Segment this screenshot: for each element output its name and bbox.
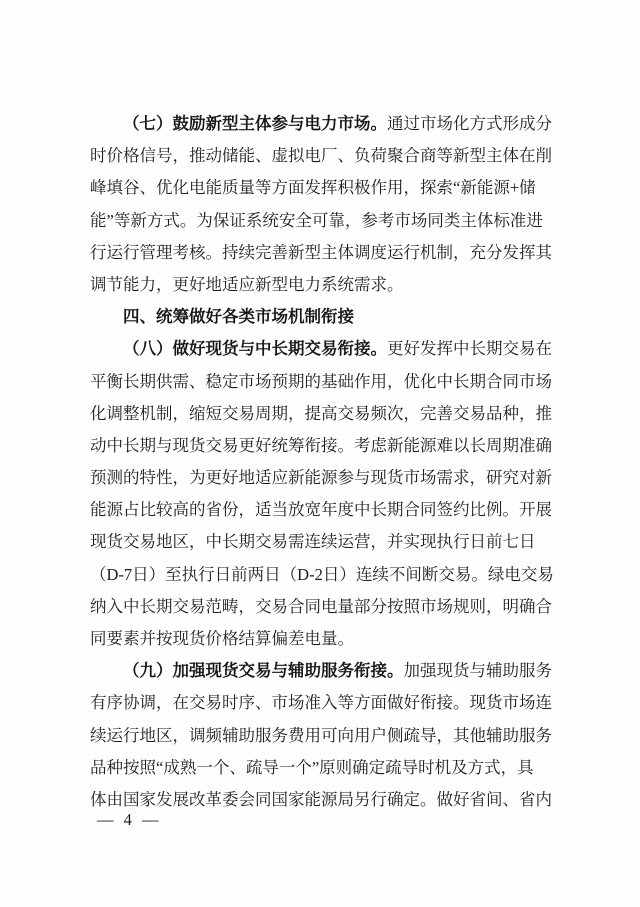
body-text: 纳入中长期交易范畴，交易合同电量部分按照市场规则，明确合: [90, 596, 552, 616]
body-text: 更好发挥中长期交易在: [387, 339, 552, 359]
text-line: [90, 559, 560, 591]
text-line: [90, 140, 560, 172]
text-line: [90, 462, 560, 494]
body-text: （D-7日）至执行日前两日（D-2日）连续不间断交易。绿电交易: [90, 564, 554, 584]
text-line: [90, 752, 560, 784]
text-line: [90, 333, 560, 365]
body-text: 峰填谷、优化电能质量等方面发挥积极作用，探索“新能源+储: [90, 178, 536, 198]
paragraph-lead-text: （七）鼓励新型主体参与电力市场。: [123, 114, 387, 133]
text-line: [90, 591, 560, 623]
text-line: [90, 687, 560, 719]
section-heading-text: 四、统筹做好各类市场机制衔接: [123, 308, 354, 327]
text-line: [90, 237, 560, 269]
body-text: 品种按照“成熟一个、疏导一个”原则确定疏导时机及方式，具: [90, 757, 534, 777]
text-line: [90, 172, 560, 204]
text-line: [90, 269, 560, 301]
text-line: [90, 623, 560, 655]
body-text: 预测的特性，为更好地适应新能源参与现货市场需求，研究对新: [90, 468, 552, 488]
text-line: [90, 494, 560, 526]
body-text: 化调整机制，缩短交易周期，提高交易频次，完善交易品种，推: [90, 403, 552, 423]
text-line: [90, 366, 560, 398]
page-number: — 4 —: [97, 810, 162, 829]
text-line: [90, 301, 560, 333]
text-line: [90, 108, 560, 140]
body-text: 能源占比较高的省份，适当放宽年度中长期合同签约比例。开展: [90, 500, 552, 520]
body-text: 调节能力，更好地适应新型电力系统需求。: [90, 274, 404, 294]
body-text: 体由国家发展改革委会同国家能源局另行确定。做好省间、省内: [90, 789, 552, 809]
paragraph-lead-text: （八）做好现货与中长期交易衔接。: [123, 339, 387, 359]
body-text: 能”等新方式。为保证系统安全可靠，参考市场同类主体标准进: [90, 210, 543, 230]
text-line: [90, 526, 560, 558]
text-line: [90, 430, 560, 462]
text-line: [90, 655, 560, 687]
body-text: 通过市场化方式形成分: [387, 114, 552, 133]
body-text: 续运行地区，调频辅助服务费用可向用户侧疏导，其他辅助服务: [90, 725, 552, 745]
text-block: [90, 108, 560, 816]
body-text: 加强现货与辅助服务: [403, 661, 552, 681]
body-text: 同要素并按现货价格结算偏差电量。: [90, 629, 354, 648]
paragraph-lead-text: （九）加强现货交易与辅助服务衔接。: [123, 661, 404, 681]
body-text: 动中长期与现货交易更好统筹衔接。考虑新能源难以长周期准确: [90, 435, 552, 455]
body-text: 有序协调，在交易时序、市场准入等方面做好衔接。现货市场连: [90, 693, 552, 713]
body-text: 行运行管理考核。持续完善新型主体调度运行机制，充分发挥其: [90, 242, 552, 262]
body-text: 时价格信号，推动储能、虚拟电厂、负荷聚合商等新型主体在削: [90, 146, 552, 166]
text-line: [90, 205, 560, 237]
text-line: [90, 720, 560, 752]
text-line: [90, 398, 560, 430]
body-text: 平衡长期供需、稳定市场预期的基础作用，优化中长期合同市场: [90, 371, 552, 391]
body-text: 现货交易地区，中长期交易需连续运营，并实现执行日前七日: [90, 532, 536, 552]
